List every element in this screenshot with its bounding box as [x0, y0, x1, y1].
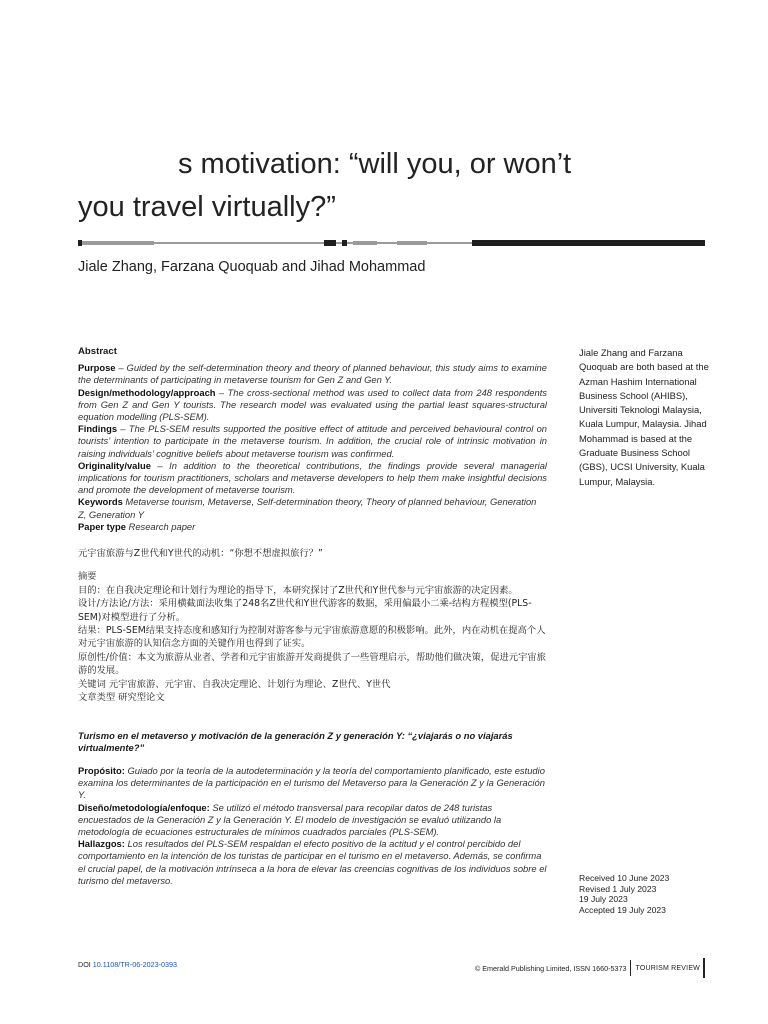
- abstract-design: [78, 387, 547, 424]
- keywords-text: Metaverse tourism, Metaverse, Self-determination theory, Theory of planned behaviour, Generation Z, Generation Y: [78, 496, 537, 520]
- chinese-design: 设计/方法论/方法：采用横截面法收集了248名Z世代和Y世代游客的数据，采用偏最小二乘-结构方程模型(PLS-SEM)对模型进行了分析。: [78, 598, 532, 623]
- accepted-date: Accepted 19 July 2023: [579, 904, 666, 915]
- keywords-label: Keywords: [78, 496, 123, 508]
- abstract-findings: [78, 423, 547, 460]
- chinese-originality: 原创性/价值：本文为旅游从业者、学者和元宇宙旅游开发商提供了一些管理启示，帮助他们做决策，促进元宇宙旅游的发展。: [78, 651, 546, 677]
- revised-date-2: 19 July 2023: [579, 894, 628, 905]
- article-title: [78, 143, 678, 229]
- footer-end-bar: [703, 958, 705, 978]
- doi-label: DOI: [78, 960, 93, 969]
- es-design-label: Diseño/metodología/enfoque:: [78, 801, 210, 813]
- doi-link[interactable]: 10.1108/TR-06-2023-0393: [92, 960, 177, 969]
- spanish-findings: [78, 838, 547, 887]
- es-findings-text: Los resultados del PLS-SEM respaldan el efecto positivo de la actitud y el control percibido del comportamiento en la intención de los turistas de participar en el turismo en el metaverso. Además, se confirma el crucial papel, de la motivación intrínseca a la hora de elevar las creencias cognitivas de los individuos sobre el turismo del metaverso.: [78, 838, 547, 886]
- papertype-text: Research paper: [125, 520, 196, 532]
- article-dates: [579, 873, 719, 915]
- footer-divider: [630, 960, 631, 976]
- revised-date-1: Revised 1 July 2023: [579, 883, 657, 894]
- title-line-2: you travel virtually?”: [78, 191, 336, 223]
- publisher-issn: © Emerald Publishing Limited, ISSN 1660-5373: [474, 963, 627, 973]
- papertype-label: Paper type: [78, 520, 126, 532]
- author-list: Jiale Zhang, Farzana Quoquab and Jihad Mohammad: [78, 259, 426, 275]
- es-findings-label: Hallazgos:: [78, 838, 125, 850]
- title-divider-rule: [78, 240, 705, 246]
- abstract-paper-type: [78, 521, 547, 533]
- title-line-1: s motivation: “will you, or won’t: [178, 148, 572, 180]
- purpose-label: Purpose: [78, 362, 116, 374]
- originality-label: Originality/value: [78, 459, 151, 471]
- abstract-purpose: [78, 362, 547, 386]
- author-affiliation: Jiale Zhang and Farzana Quoquab are both based at the Azman Hashim International Business School (AHIBS), Universiti Teknologi Malaysia, Kuala Lumpur, Malaysia. Jihad Mohammad is based at the Graduate Business School (GBS), UCSI University, Kuala Lumpur, Malaysia.: [579, 347, 709, 487]
- findings-label: Findings: [78, 423, 118, 435]
- abstract-column: [78, 346, 547, 887]
- purpose-text: – Guided by the self-determination theory and theory of planned behaviour, this study aims to examine the determinants of participating in metaverse tourism for Gen Z and Gen Y.: [78, 362, 547, 386]
- doi: [78, 960, 177, 969]
- design-text: – The cross-sectional method was used to collect data from 248 respondents from Gen Z and Gen Y tourists. The research model was evaluated using the partial least squares-structural equation modelling (PLS-SEM).: [78, 386, 547, 423]
- journal-name: TOURISM REVIEW: [635, 964, 700, 972]
- chinese-paper-type: 文章类型 研究型论文: [78, 692, 165, 704]
- chinese-keywords: 关键词 元宇宙旅游、元宇宙、自我决定理论、计划行为理论、Z世代、Y世代: [78, 678, 391, 690]
- chinese-findings: 结果：PLS-SEM结果支持态度和感知行为控制对游客参与元宇宙旅游意愿的积极影响。此外，内在动机在提高个人对元宇宙旅游的认知信念方面的关键作用也得到了证实。: [78, 625, 546, 650]
- spanish-title: Turismo en el metaverso y motivación de la generación Z y generación Y: “¿viajarás o no viajarás virtualmente?”: [78, 729, 513, 753]
- es-purpose-text: Guiado por la teoría de la autodeterminación y la teoría del comportamiento planificado, este estudio examina los determinantes de la participación en el turismo del Metaverso para la Generación Z y la Generación Y.: [78, 764, 545, 801]
- chinese-purpose: 目的：在自我决定理论和计划行为理论的指导下，本研究探讨了Z世代和Y世代参与元宇宙旅游的决定因素。: [78, 584, 518, 596]
- page-footer: [78, 958, 705, 974]
- abstract-keywords: [78, 496, 547, 520]
- chinese-title: 元宇宙旅游与Z世代和Y世代的动机：“你想不想虚拟旅行？”: [78, 548, 323, 560]
- es-design-text: Se utilizó el método transversal para recopilar datos de 248 turistas encuestados de la Generación Z y la Generación Y. El modelo de investigación se evaluó utilizando la metodología de ecuaciones estructurales de mínimos cuadrados parciales (PLS-SEM).: [78, 801, 502, 837]
- spanish-purpose: [78, 765, 547, 802]
- footer-right: [475, 958, 705, 978]
- findings-text: – The PLS-SEM results supported the positive effect of attitude and perceived behavioural control on tourists’ intention to participate in the metaverse tourism. In addition, the crucial role of intrinsic motivation in raising individuals’ cognitive beliefs about metaverse tourism was confirmed.: [78, 423, 547, 459]
- abstract-heading: Abstract: [78, 346, 117, 357]
- originality-text: – In addition to the theoretical contributions, the findings provide several managerial implications for tourism practitioners, scholars and metaverse developers to help them make insightful decisions and promote the development of metaverse tourism.: [78, 459, 547, 496]
- chinese-abstract-heading: 摘要: [78, 571, 97, 583]
- abstract-originality: [78, 460, 547, 497]
- es-purpose-label: Propósito:: [78, 764, 125, 776]
- design-label: Design/methodology/approach: [78, 386, 216, 398]
- spanish-design: [78, 802, 547, 839]
- received-date: Received 10 June 2023: [579, 873, 670, 883]
